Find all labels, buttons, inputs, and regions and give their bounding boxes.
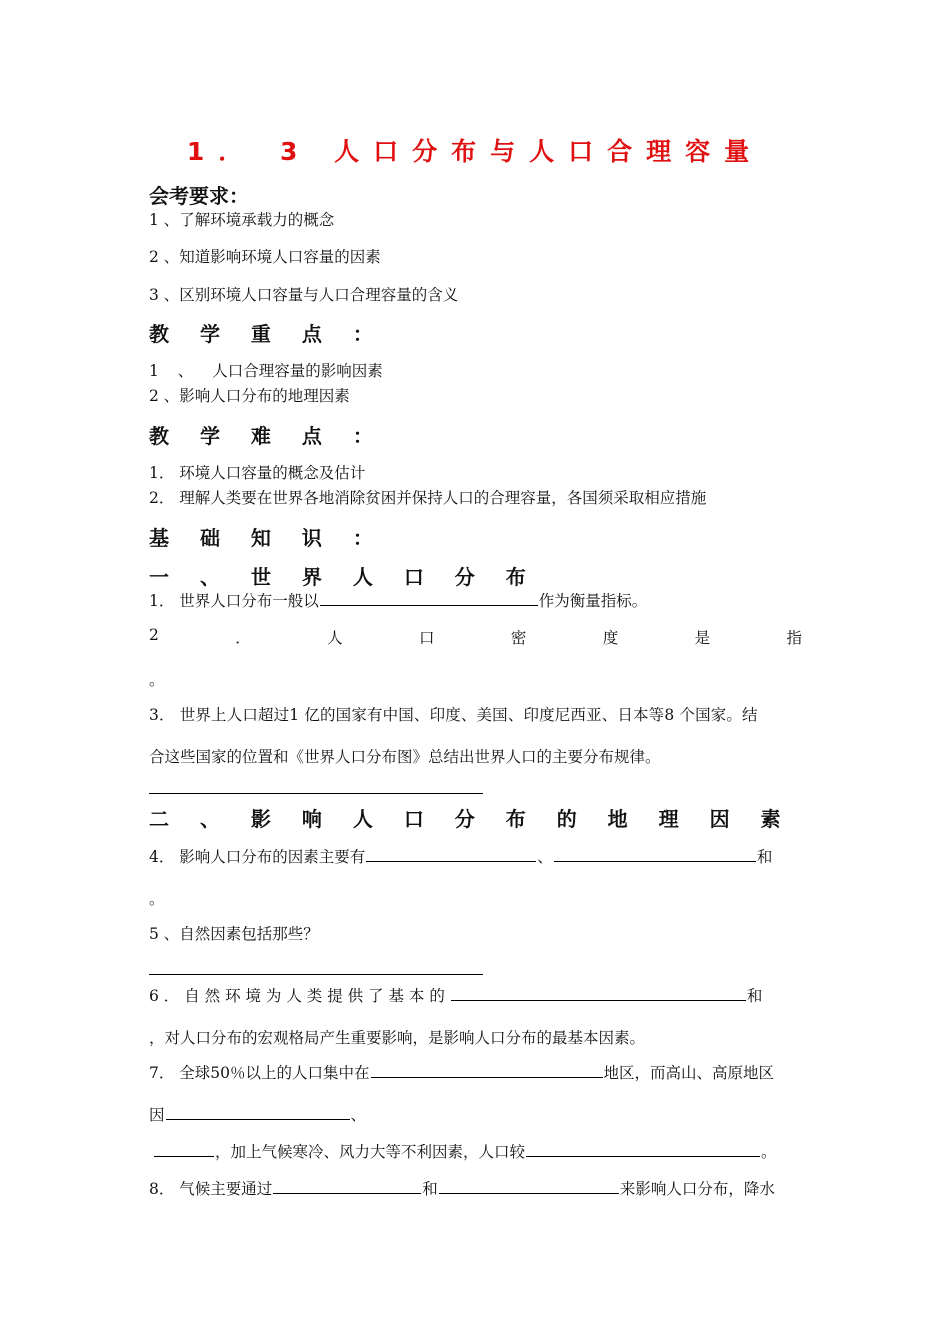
question-2-char: ． xyxy=(235,629,251,647)
section2-heading: 二 、 影 响 人 口 分 布 的 地 理 因 素 xyxy=(149,807,793,831)
question-3-line1: 3． 世界上人口超过1 亿的国家有中国、印度、美国、印度尼西亚、日本等8 个国家。结 xyxy=(149,706,758,724)
question-6-text: 6 ． 自 然 环 境 为 人 类 提 供 了 基 本 的 xyxy=(149,987,445,1005)
question-2-char: 2 xyxy=(149,626,159,644)
section1-heading: 一 、 世 界 人 口 分 布 xyxy=(149,565,538,589)
requirement-item: 3 、区别环境人口容量与人口合理容量的含义 xyxy=(149,286,459,304)
question-4-sep: 、 xyxy=(537,848,553,866)
question-3-line2: 合这些国家的位置和《世界人口分布图》总结出世界人口的主要分布规律。 xyxy=(149,748,661,766)
question-6-line2: ，对人口分布的宏观格局产生重要影响，是影响人口分布的最基本因素。 xyxy=(149,1029,646,1047)
question-7 xyxy=(149,1061,774,1083)
question-7-line3-end: 。 xyxy=(761,1143,777,1161)
question-1-text: 1． 世界人口分布一般以 xyxy=(149,592,319,610)
answer-blank[interactable] xyxy=(439,1178,619,1194)
requirement-item: 2 、知道影响环境人口容量的因素 xyxy=(149,248,381,266)
question-2-char: 度 xyxy=(602,629,619,647)
question-2-char: 密 xyxy=(510,629,527,647)
question-4-tail: 。 xyxy=(149,890,165,908)
key-point-item: 1 、 人口合理容量的影响因素 xyxy=(149,362,383,380)
question-8-mid: 和 xyxy=(422,1180,438,1198)
question-5: 5 、自然因素包括那些？ xyxy=(149,925,319,943)
question-2-char: 是 xyxy=(694,629,711,647)
question-6-end: 和 xyxy=(746,987,763,1005)
basics-heading: 基 础 知 识 ： xyxy=(149,526,385,550)
question-2-char: 指 xyxy=(786,629,802,647)
answer-blank[interactable] xyxy=(366,846,536,862)
question-8-end: 来影响人口分布，降水 xyxy=(619,1180,775,1198)
question-4-end: 和 xyxy=(756,848,773,866)
difficulties-heading: 教 学 难 点 ： xyxy=(149,424,385,448)
answer-blank[interactable] xyxy=(526,1141,760,1157)
question-7-line3-text: ，加上气候寒冷、风力大等不利因素，人口较 xyxy=(215,1143,526,1161)
answer-blank[interactable] xyxy=(273,1178,421,1194)
document-title: 1． 3 人口分布与人口合理容量 xyxy=(186,137,764,166)
question-7-line2 xyxy=(149,1103,366,1125)
question-2-char: 人 xyxy=(327,629,343,647)
key-points-heading: 教 学 重 点 ： xyxy=(149,322,385,346)
answer-blank[interactable] xyxy=(451,985,746,1001)
question-2-char: 口 xyxy=(418,629,435,647)
requirements-heading: 会考要求： xyxy=(149,184,249,208)
question-6 xyxy=(149,984,762,1006)
question-7-line3 xyxy=(153,1140,777,1162)
question-4-text: 4． 影响人口分布的因素主要有 xyxy=(149,848,366,866)
question-7-text: 7． 全球50％以上的人口集中在 xyxy=(149,1064,370,1082)
difficulty-item: 2． 理解人类要在世界各地消除贫困并保持人口的合理容量，各国须采取相应措施 xyxy=(149,489,707,507)
question-8 xyxy=(149,1177,775,1199)
answer-blank[interactable] xyxy=(371,1062,603,1078)
question-1-end: 作为衡量指标。 xyxy=(538,592,648,610)
answer-blank[interactable] xyxy=(154,1141,214,1157)
question-2 xyxy=(149,626,802,648)
question-2-end: 。 xyxy=(149,671,165,689)
question-7-line2-text: 因 xyxy=(149,1106,165,1124)
question-4 xyxy=(149,845,772,867)
question-1 xyxy=(149,589,647,611)
answer-blank[interactable] xyxy=(320,590,538,606)
key-point-item: 2 、影响人口分布的地理因素 xyxy=(149,387,350,405)
difficulty-item: 1． 环境人口容量的概念及估计 xyxy=(149,464,366,482)
question-8-text: 8． 气候主要通过 xyxy=(149,1180,273,1198)
requirement-item: 1 、了解环境承载力的概念 xyxy=(149,211,335,229)
answer-blank[interactable] xyxy=(554,846,756,862)
question-7-mid: 地区，而高山、高原地区 xyxy=(603,1064,775,1082)
answer-line[interactable] xyxy=(149,974,483,975)
question-7-line2-sep: 、 xyxy=(350,1106,367,1124)
answer-blank[interactable] xyxy=(166,1104,350,1120)
answer-line[interactable] xyxy=(149,793,483,794)
